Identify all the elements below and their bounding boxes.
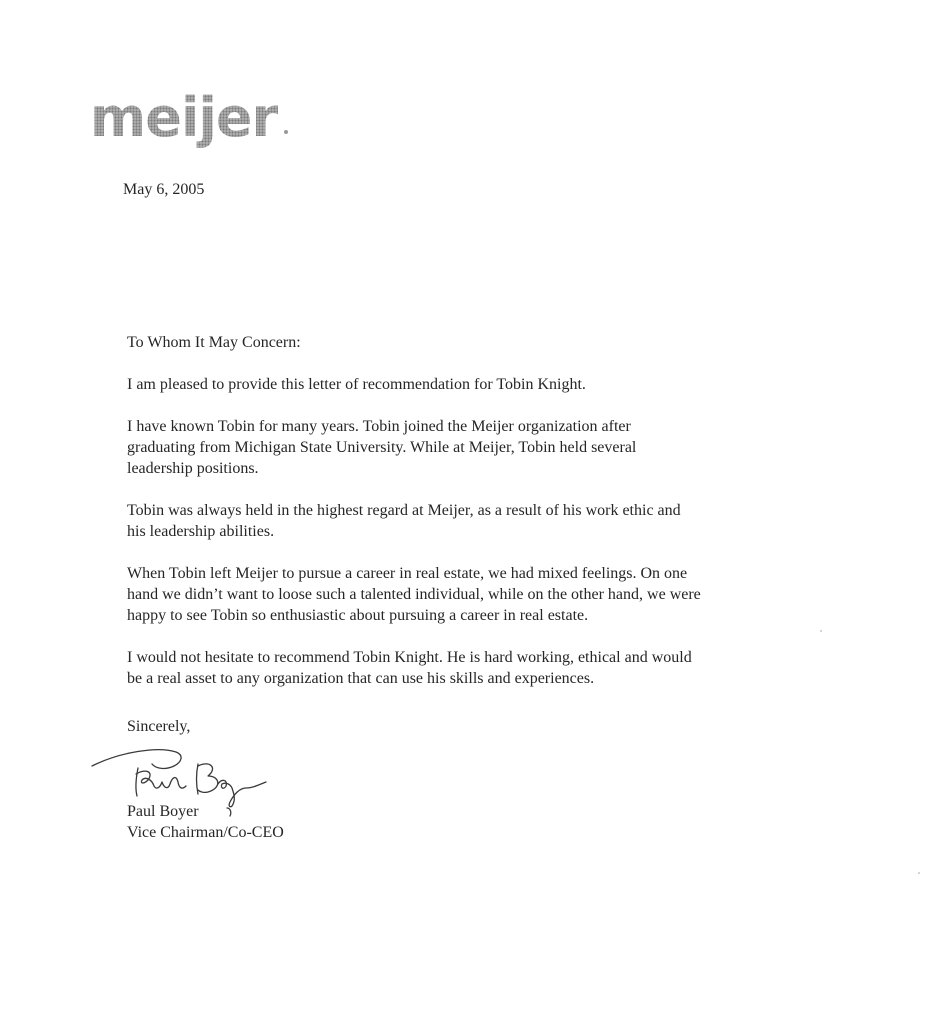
paragraph-line: graduating from Michigan State University. While at Meijer, Tobin held several: [127, 439, 637, 456]
paragraph-line: I have known Tobin for many years. Tobin joined the Meijer organization after: [127, 418, 631, 435]
meijer-logo-graphic: [90, 86, 300, 166]
paragraph-line: leadership positions.: [127, 460, 259, 477]
paragraph-line: hand we didn’t want to loose such a talented individual, while on the other hand, we were: [127, 586, 701, 603]
logo-wordmark: meijer: [90, 86, 278, 149]
paragraph-line: happy to see Tobin so enthusiastic about pursuing a career in real estate.: [127, 607, 589, 624]
letter-body: [127, 332, 817, 689]
signer-block: [127, 801, 284, 843]
scan-speck: [820, 630, 822, 632]
paragraph-line: be a real asset to any organization that can use his skills and experiences.: [127, 670, 595, 687]
meijer-logo: [90, 86, 300, 166]
signer-title: Vice Chairman/Co-CEO: [127, 824, 284, 841]
paragraph-line: I am pleased to provide this letter of recommendation for Tobin Knight.: [127, 376, 586, 393]
closing: Sincerely,: [127, 718, 191, 735]
signer-name: Paul Boyer: [127, 803, 199, 820]
paragraph-5: [127, 647, 817, 689]
paragraph-line: I would not hesitate to recommend Tobin Knight. He is hard working, ethical and would: [127, 649, 692, 666]
paragraph-2: [127, 416, 817, 479]
paragraph-line: his leadership abilities.: [127, 523, 275, 540]
paragraph-3: [127, 500, 817, 542]
salutation: To Whom It May Concern:: [127, 334, 301, 351]
paragraph-1: [127, 374, 817, 395]
logo-trademark-dot: [284, 130, 288, 134]
paragraph-line: Tobin was always held in the highest regard at Meijer, as a result of his work ethic and: [127, 502, 681, 519]
paragraph-line: When Tobin left Meijer to pursue a career in real estate, we had mixed feelings. On one: [127, 565, 688, 582]
letter-date: May 6, 2005: [123, 181, 205, 198]
paragraph-4: [127, 563, 817, 626]
scan-speck: [918, 872, 920, 874]
